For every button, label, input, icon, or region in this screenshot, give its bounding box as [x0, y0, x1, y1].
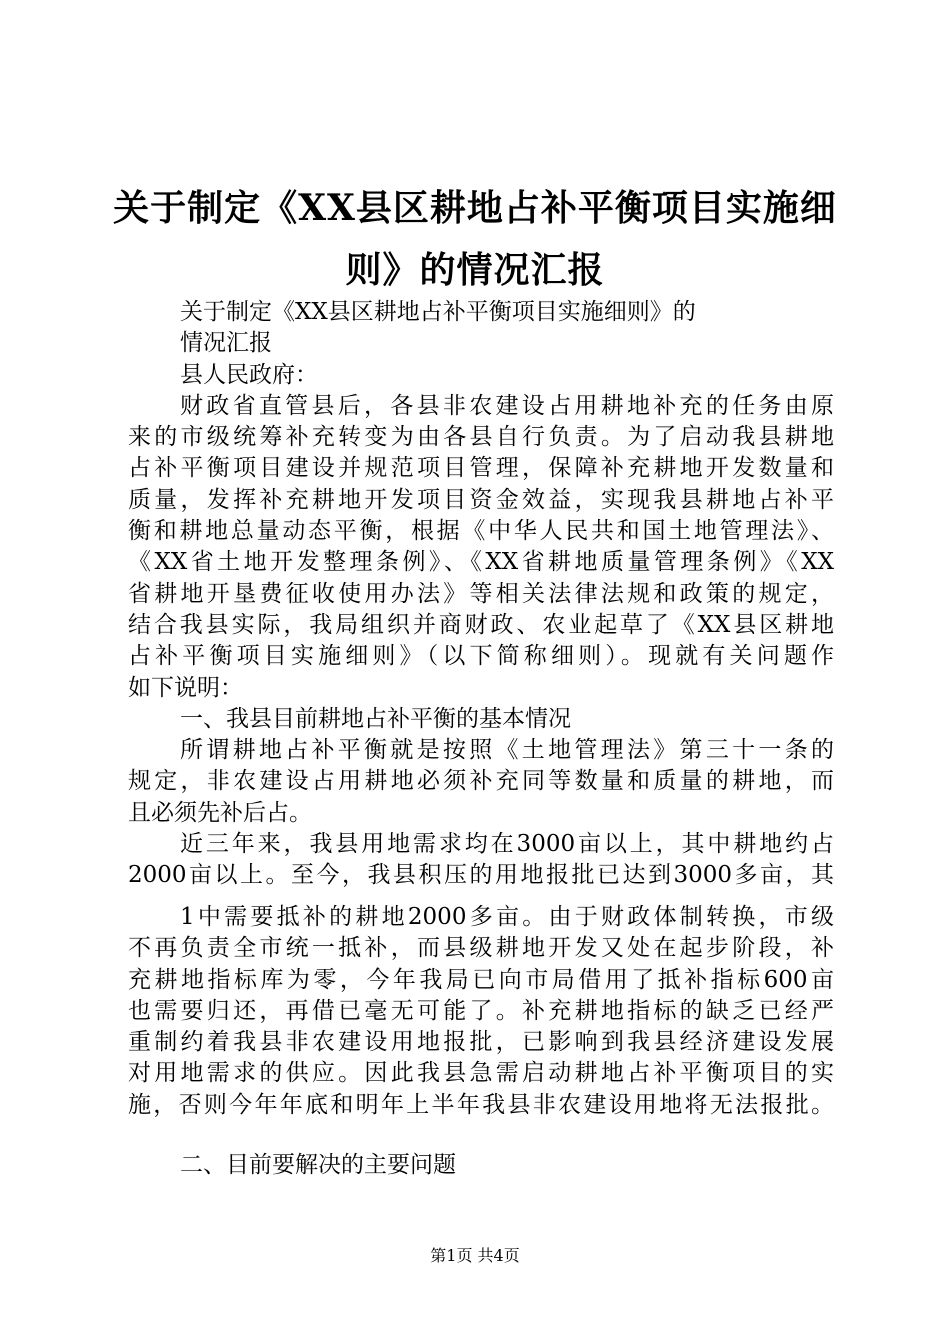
- text-line: 《XX省土地开发整理条例》、《XX省耕地质量管理条例》《XX: [128, 549, 834, 576]
- text-line: 2000亩以上。至今，我县积压的用地报批已达到3000多亩，其: [128, 862, 834, 889]
- text-line: 且必须先补后占。: [128, 799, 312, 826]
- text-line: 质量，发挥补充耕地开发项目资金效益，实现我县耕地占补平: [128, 486, 834, 513]
- body-text-block-2: [128, 902, 834, 1121]
- text-line: 结合我县实际，我局组织并商财政、农业起草了《XX县区耕地: [128, 611, 834, 638]
- text-line: 对用地需求的供应。因此我县急需启动耕地占补平衡项目的实: [128, 1060, 834, 1087]
- text-line: 财政省直管县后，各县非农建设占用耕地补充的任务由原: [180, 392, 834, 419]
- text-line: 1中需要抵补的耕地2000多亩。由于财政体制转换，市级: [180, 904, 834, 930]
- text-line: 占补平衡项目建设并规范项目管理，保障补充耕地开发数量和: [128, 455, 834, 482]
- body-text-block-3: [128, 1150, 834, 1181]
- text-line: 关于制定《XX县区耕地占补平衡项目实施细则》的: [180, 299, 696, 325]
- text-line: 近三年来，我县用地需求均在3000亩以上，其中耕地约占: [180, 831, 834, 858]
- document-title-line-2: 则》的情况汇报: [345, 249, 605, 291]
- text-line: 如下说明：: [128, 674, 243, 701]
- text-line: 施，否则今年年底和明年上半年我县非农建设用地将无法报批。: [128, 1091, 834, 1118]
- section-heading-1: 一、我县目前耕地占补平衡的基本情况: [180, 705, 571, 732]
- document-title-line-1: 关于制定《XX县区耕地占补平衡项目实施细: [113, 187, 837, 229]
- text-line: 占补平衡项目实施细则》（以下简称细则）。现就有关问题作: [128, 643, 834, 670]
- text-line: 省耕地开垦费征收使用办法》等相关法律法规和政策的规定，: [128, 580, 834, 607]
- body-text-block-1: [128, 297, 834, 892]
- text-line: 充耕地指标库为零，今年我局已向市局借用了抵补指标600亩: [128, 966, 834, 993]
- salutation: 县人民政府：: [180, 361, 318, 388]
- text-line: 不再负责全市统一抵补，而县级耕地开发又处在起步阶段，补: [128, 935, 834, 962]
- section-heading-2: 二、目前要解决的主要问题: [180, 1152, 456, 1178]
- text-line: 所谓耕地占补平衡就是按照《土地管理法》第三十一条的: [180, 737, 834, 764]
- text-line: 也需要归还，再借已毫无可能了。补充耕地指标的缺乏已经严: [128, 997, 834, 1024]
- text-line: 重制约着我县非农建设用地报批，已影响到我县经济建设发展: [128, 1029, 834, 1056]
- text-line: 情况汇报: [180, 330, 272, 357]
- text-line: 来的市级统筹补充转变为由各县自行负责。为了启动我县耕地: [128, 424, 834, 451]
- text-line: 衡和耕地总量动态平衡，根据《中华人民共和国土地管理法》、: [128, 518, 834, 545]
- page-footer: 第1页 共4页: [430, 1246, 520, 1265]
- text-line: 规定，非农建设占用耕地必须补充同等数量和质量的耕地，而: [128, 768, 834, 795]
